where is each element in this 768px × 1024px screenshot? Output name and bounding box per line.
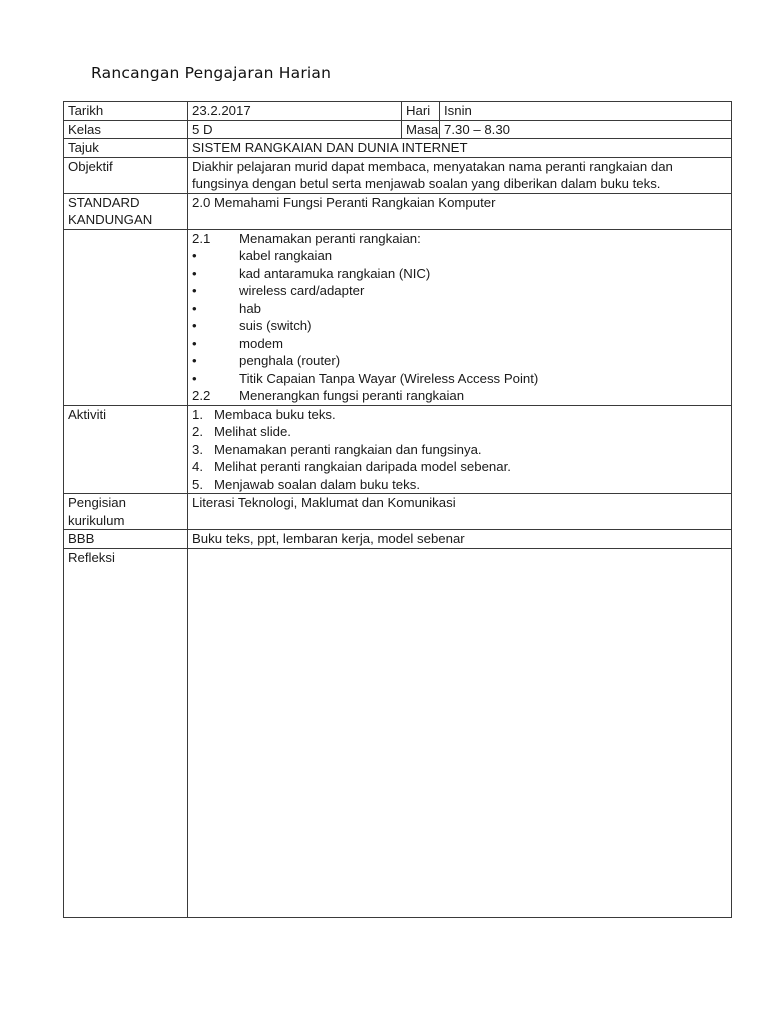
value-pengisian-kurikulum: Literasi Teknologi, Maklumat dan Komunikasi — [188, 494, 732, 530]
item-number: 4. — [192, 459, 203, 474]
item-text: Melihat peranti rangkaian daripada model sebenar. — [214, 459, 511, 474]
item-text: Melihat slide. — [214, 424, 291, 439]
label-hari: Hari — [402, 102, 440, 121]
bullet-icon: • — [192, 335, 197, 351]
item-text: kabel rangkaian — [239, 248, 333, 263]
list-item — [192, 282, 727, 300]
label-kelas: Kelas — [64, 120, 188, 139]
list-item — [192, 441, 727, 459]
item-text: suis (switch) — [239, 318, 312, 333]
value-masa: 7.30 – 8.30 — [440, 120, 732, 139]
list-item — [192, 406, 727, 424]
label-tajuk: Tajuk — [64, 139, 188, 158]
row-bbb — [64, 530, 732, 549]
list-item — [192, 265, 727, 283]
item-text: Membaca buku teks. — [214, 406, 336, 422]
value-kelas: 5 D — [188, 120, 402, 139]
list-aktiviti — [188, 405, 732, 494]
list-item — [192, 335, 727, 353]
item-text: hab — [239, 300, 262, 316]
bullet-icon: • — [192, 353, 197, 368]
label-bbb: BBB — [64, 530, 188, 549]
label-pengisian-kurikulum: Pengisian kurikulum — [64, 494, 188, 530]
row-standard-pembelajaran — [64, 229, 732, 405]
row-objektif — [64, 157, 732, 193]
list-item — [192, 476, 727, 494]
row-aktiviti — [64, 405, 732, 494]
list-item — [192, 370, 727, 388]
row-refleksi — [64, 548, 732, 917]
item-number: 1. — [192, 406, 203, 422]
value-objektif: Diakhir pelajaran murid dapat membaca, menyatakan nama peranti rangkaian dan fungsinya dengan betul serta menjawab soalan yang diberikan dalam buku teks. — [188, 157, 732, 193]
item-number: 2.2 — [192, 388, 211, 403]
row-kelas — [64, 120, 732, 139]
list-item — [192, 387, 727, 405]
value-hari: Isnin — [440, 102, 732, 121]
list-item — [192, 352, 727, 370]
item-text: Menamakan peranti rangkaian dan fungsinya. — [214, 441, 482, 457]
item-text: modem — [239, 335, 283, 351]
value-refleksi — [188, 548, 732, 917]
bullet-icon: • — [192, 318, 197, 333]
list-item — [192, 423, 727, 441]
item-number: 5. — [192, 476, 203, 492]
row-tarikh — [64, 102, 732, 121]
label-objektif: Objektif — [64, 157, 188, 193]
label-aktiviti: Aktiviti — [64, 405, 188, 494]
bullet-icon: • — [192, 265, 197, 281]
label-masa: Masa — [402, 120, 440, 139]
item-text: kad antaramuka rangkaian (NIC) — [239, 265, 431, 281]
item-text: Menamakan peranti rangkaian: — [239, 230, 421, 246]
lesson-plan-table — [63, 101, 732, 918]
item-text: wireless card/adapter — [239, 283, 365, 298]
list-item — [192, 230, 727, 248]
label-refleksi: Refleksi — [64, 548, 188, 917]
bullet-icon: • — [192, 370, 197, 386]
item-text: penghala (router) — [239, 353, 341, 368]
bullet-icon: • — [192, 248, 197, 263]
item-number: 3. — [192, 441, 203, 457]
label-standard-kandungan: STANDARD KANDUNGAN — [64, 193, 188, 229]
value-standard-kandungan: 2.0 Memahami Fungsi Peranti Rangkaian Komputer — [188, 193, 732, 229]
list-item — [192, 458, 727, 476]
value-tajuk: SISTEM RANGKAIAN DAN DUNIA INTERNET — [188, 139, 732, 158]
item-text: Menerangkan fungsi peranti rangkaian — [239, 388, 465, 403]
document-title: Rancangan Pengajaran Harian — [91, 64, 332, 82]
bullet-icon: • — [192, 283, 197, 298]
item-text: Menjawab soalan dalam buku teks. — [214, 476, 420, 492]
item-number: 2. — [192, 424, 203, 439]
item-text: Titik Capaian Tanpa Wayar (Wireless Access Point) — [239, 370, 539, 386]
list-item — [192, 300, 727, 318]
row-tajuk — [64, 139, 732, 158]
row-standard-kandungan — [64, 193, 732, 229]
item-number: 2.1 — [192, 230, 211, 246]
list-standard-pembelajaran — [188, 229, 732, 405]
list-item — [192, 317, 727, 335]
value-bbb: Buku teks, ppt, lembaran kerja, model sebenar — [188, 530, 732, 549]
bullet-icon: • — [192, 300, 197, 316]
list-item — [192, 247, 727, 265]
value-tarikh: 23.2.2017 — [188, 102, 402, 121]
label-tarikh: Tarikh — [64, 102, 188, 121]
label-standard-pembelajaran — [64, 229, 188, 405]
row-pengisian-kurikulum — [64, 494, 732, 530]
